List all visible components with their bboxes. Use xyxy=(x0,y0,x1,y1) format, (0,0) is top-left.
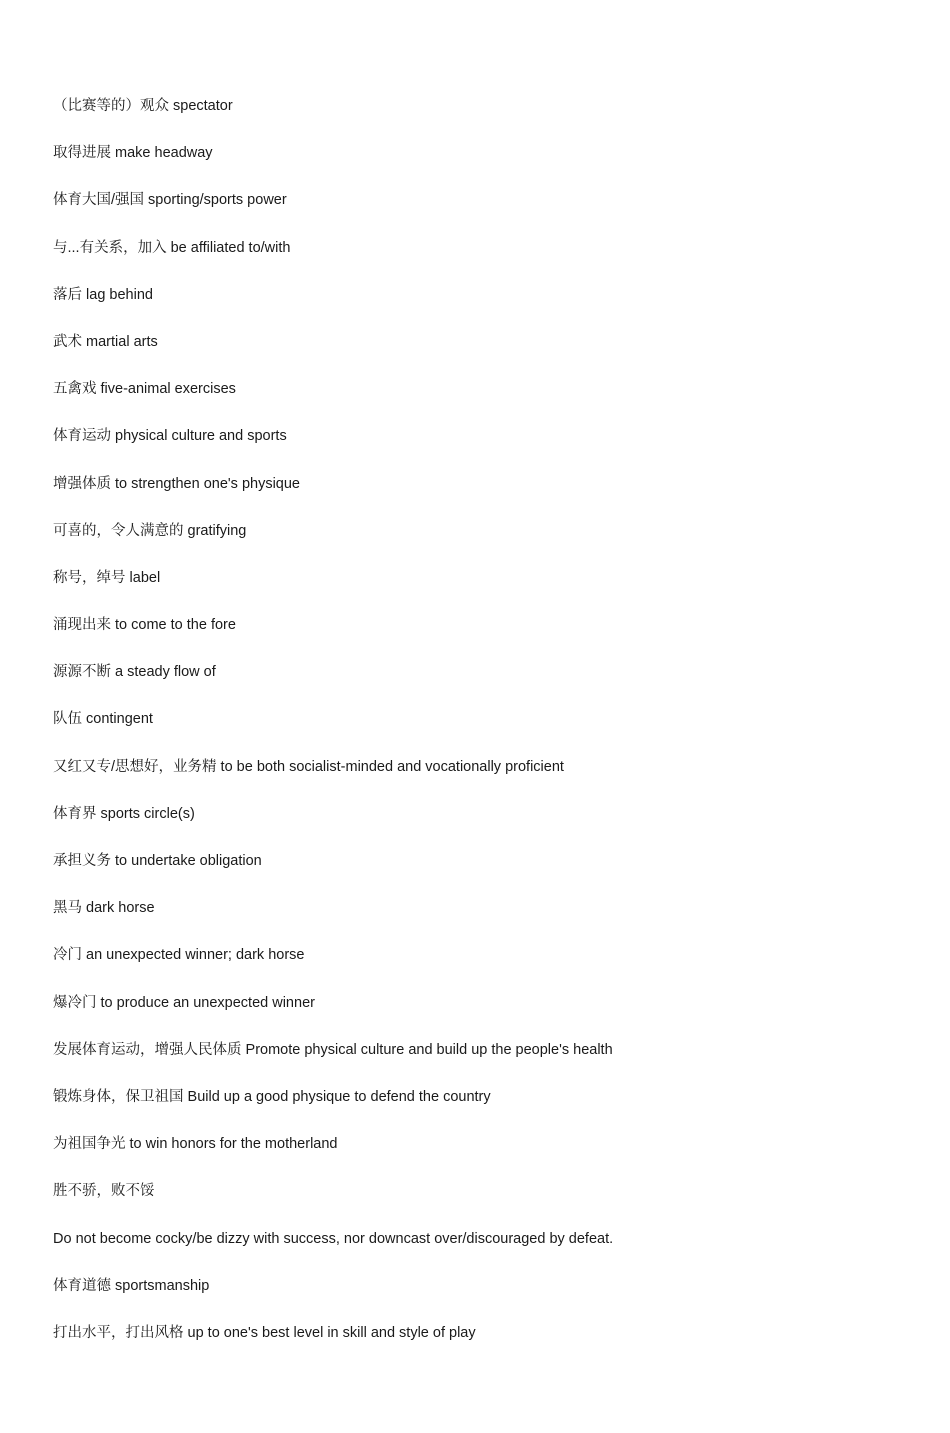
vocabulary-list xyxy=(53,95,613,1369)
vocabulary-entry: 落后 lag behind xyxy=(53,286,153,303)
vocabulary-entry: 增强体质 to strengthen one's physique xyxy=(53,475,300,492)
vocabulary-entry: 涌现出来 to come to the fore xyxy=(53,617,236,634)
vocabulary-entry: 打出水平，打出风格 up to one's best level in skill and style of play xyxy=(53,1324,476,1341)
vocabulary-entry: 五禽戏 five-animal exercises xyxy=(53,381,236,398)
vocabulary-entry-translation: Do not become cocky/be dizzy with success, nor downcast over/discouraged by defeat. xyxy=(53,1230,614,1247)
vocabulary-entry: 称号，绰号 label xyxy=(53,569,161,586)
vocabulary-entry: 体育道德 sportsmanship xyxy=(53,1277,210,1294)
vocabulary-entry: 黑马 dark horse xyxy=(53,900,155,917)
vocabulary-entry: 源源不断 a steady flow of xyxy=(53,664,216,681)
vocabulary-entry: 又红又专/思想好，业务精 to be both socialist-minded and vocationally proficient xyxy=(53,758,564,775)
vocabulary-entry: 胜不骄，败不馁 xyxy=(53,1183,155,1200)
vocabulary-entry: 与...有关系，加入 be affiliated to/with xyxy=(53,239,291,256)
vocabulary-entry: 体育大国/强国 sporting/sports power xyxy=(53,192,287,209)
vocabulary-entry: 可喜的，令人满意的 gratifying xyxy=(53,522,247,539)
vocabulary-entry: 冷门 an unexpected winner; dark horse xyxy=(53,947,305,964)
vocabulary-entry: 为祖国争光 to win honors for the motherland xyxy=(53,1136,338,1153)
vocabulary-entry: 武术 martial arts xyxy=(53,333,158,350)
vocabulary-entry: 承担义务 to undertake obligation xyxy=(53,853,262,869)
vocabulary-entry: 取得进展 make headway xyxy=(53,145,213,162)
vocabulary-entry: 爆冷门 to produce an unexpected winner xyxy=(53,994,315,1011)
vocabulary-entry: 体育运动 physical culture and sports xyxy=(53,428,287,445)
vocabulary-entry: 队伍 contingent xyxy=(53,711,153,728)
vocabulary-entry: 锻炼身体，保卫祖国 Build up a good physique to defend the country xyxy=(53,1088,491,1105)
vocabulary-entry: 体育界 sports circle(s) xyxy=(53,805,195,822)
vocabulary-entry: （比赛等的）观众 spectator xyxy=(53,98,233,114)
vocabulary-entry: 发展体育运动，增强人民体质 Promote physical culture and build up the people's health xyxy=(53,1041,613,1058)
